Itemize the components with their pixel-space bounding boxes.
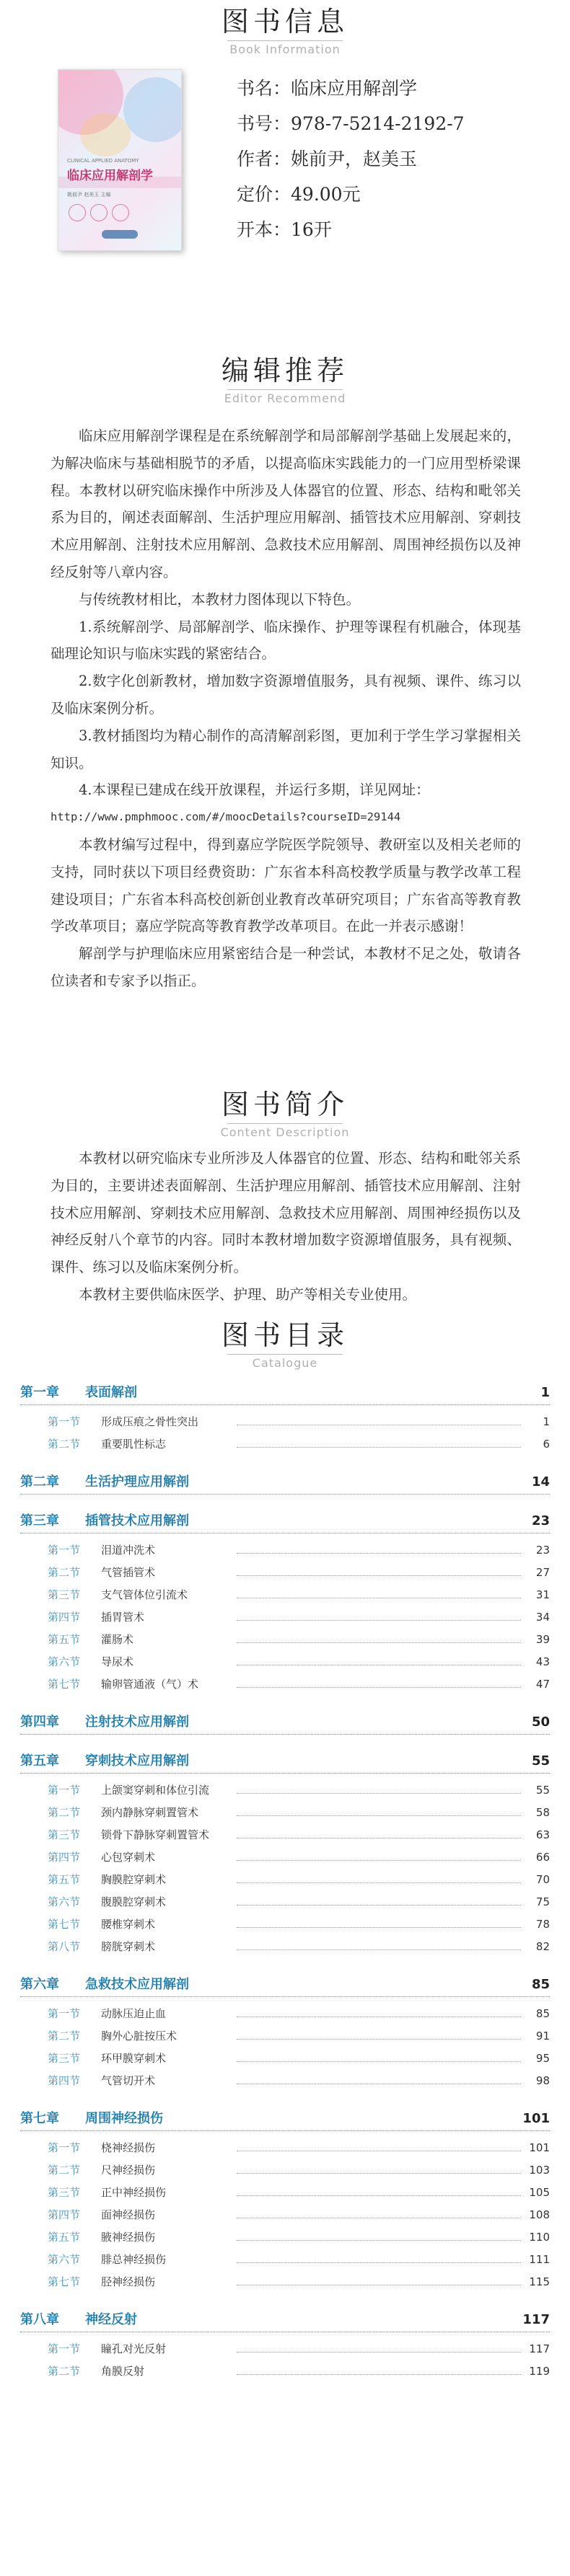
section-page: 31 bbox=[535, 1588, 550, 1601]
section-title: 胫神经损伤 bbox=[101, 2275, 156, 2288]
catalogue-header bbox=[0, 1319, 570, 1371]
section-number: 第一节 bbox=[48, 1544, 81, 1557]
section-number: 第五节 bbox=[48, 2231, 81, 2244]
paragraph: 解剖学与护理临床应用紧密结合是一种尝试，本教材不足之处，敬请各位读者和专家予以指正。 bbox=[51, 945, 521, 989]
section-page: 119 bbox=[529, 2365, 550, 2378]
chapter-title: 表面解剖 bbox=[85, 1385, 137, 1400]
section-number: 第四节 bbox=[48, 1851, 81, 1864]
toc-section[interactable] bbox=[20, 2182, 550, 2204]
section-title: 输卵管通液（气）术 bbox=[101, 1678, 199, 1691]
toc-chapter[interactable] bbox=[20, 2107, 550, 2131]
toc-section[interactable] bbox=[20, 1673, 550, 1696]
info-format: 开本：16开 bbox=[237, 219, 332, 240]
section-title: 角膜反射 bbox=[101, 2365, 145, 2378]
book-info-header bbox=[0, 6, 570, 57]
recommend-body bbox=[51, 422, 521, 995]
section-title: 腓总神经损伤 bbox=[101, 2253, 167, 2266]
catalogue-title: 图书目录 bbox=[221, 1319, 348, 1351]
section-page: 101 bbox=[529, 2141, 550, 2154]
leader-dots bbox=[237, 1927, 521, 1928]
toc-chapter[interactable] bbox=[20, 1973, 550, 1997]
chapter-page: 1 bbox=[540, 1385, 550, 1400]
section-page: 66 bbox=[535, 1851, 550, 1864]
toc-chapter[interactable] bbox=[20, 1470, 550, 1495]
chapter-number: 第八章 bbox=[20, 2312, 59, 2327]
section-number: 第二节 bbox=[48, 1566, 81, 1579]
organ-icon bbox=[112, 204, 129, 221]
toc-section[interactable] bbox=[20, 1539, 550, 1562]
leader-dots bbox=[237, 1642, 521, 1643]
toc-section[interactable] bbox=[20, 2070, 550, 2092]
section-page: 105 bbox=[529, 2186, 550, 2199]
paragraph: 本教材以研究临床专业所涉及人体器官的位置、形态、结构和毗邻关系为目的，主要讲述表面解剖、生活护理应用解剖、插管技术应用解剖、注射技术应用解剖、穿刺技术应用解剖、急救技术应用解剖、周围神经损伤以及神经反射八个章节的内容。同时本教材增加数字资源增值服务，具有视频、课件、练习以及临床案例分析。 bbox=[51, 1150, 521, 1276]
section-number: 第八节 bbox=[48, 1940, 81, 1953]
section-number: 第三节 bbox=[48, 2186, 81, 2199]
toc-section[interactable] bbox=[20, 2159, 550, 2182]
toc-section[interactable] bbox=[20, 1891, 550, 1913]
info-author: 作者：姚前尹，赵美玉 bbox=[237, 149, 418, 169]
toc-section[interactable] bbox=[20, 2025, 550, 2048]
info-price: 定价：49.00元 bbox=[237, 184, 361, 205]
section-page: 75 bbox=[535, 1895, 550, 1908]
chapter-number: 第四章 bbox=[20, 1714, 59, 1730]
section-number: 第六节 bbox=[48, 1895, 81, 1908]
toc-section[interactable] bbox=[20, 2338, 550, 2360]
book-info-title: 图书信息 bbox=[221, 6, 348, 37]
paragraph: 3.教材插图均为精心制作的高清解剖彩图，更加利于学生学习掌握相关知识。 bbox=[51, 727, 521, 771]
section-page: 1 bbox=[543, 1415, 550, 1428]
paragraph: 1.系统解剖学、局部解剖学、临床操作、护理等课程有机融合，体现基础理论知识与临床实践的紧密结合。 bbox=[51, 618, 521, 663]
section-title: 锁骨下静脉穿刺置管术 bbox=[101, 1828, 210, 1841]
paragraph: 2.数字化创新教材，增加数字资源增值服务，具有视频、课件、练习以及临床案例分析。 bbox=[51, 673, 521, 717]
toc-section[interactable] bbox=[20, 1433, 550, 1456]
book-cover-image bbox=[58, 69, 182, 251]
leader-dots bbox=[237, 1949, 521, 1950]
section-title: 环甲膜穿刺术 bbox=[101, 2052, 167, 2065]
chapter-page: 23 bbox=[531, 1513, 550, 1528]
section-page: 63 bbox=[535, 1828, 550, 1841]
section-title: 导尿术 bbox=[101, 1655, 134, 1668]
leader-dots bbox=[237, 1815, 521, 1816]
paragraph: 与传统教材相比，本教材力图体现以下特色。 bbox=[79, 590, 361, 608]
section-number: 第一节 bbox=[48, 1784, 81, 1797]
section-title: 胸外心脏按压术 bbox=[101, 2030, 177, 2042]
section-page: 34 bbox=[535, 1611, 550, 1624]
chapter-title: 插管技术应用解剖 bbox=[85, 1513, 189, 1528]
leader-dots bbox=[237, 1793, 521, 1794]
section-page: 55 bbox=[535, 1784, 550, 1797]
section-number: 第七节 bbox=[48, 1678, 81, 1691]
toc-section[interactable] bbox=[20, 1584, 550, 1606]
chapter-number: 第一章 bbox=[20, 1385, 59, 1400]
section-title: 瞳孔对光反射 bbox=[101, 2342, 167, 2355]
section-number: 第二节 bbox=[48, 2030, 81, 2042]
chapter-number: 第七章 bbox=[20, 2111, 59, 2126]
section-number: 第一节 bbox=[48, 1415, 81, 1428]
catalogue-subtitle: Catalogue bbox=[252, 1356, 318, 1370]
toc-section[interactable] bbox=[20, 1824, 550, 1846]
cover-authors: 姚前尹 赵美玉 主编 bbox=[67, 192, 111, 198]
section-number: 第二节 bbox=[48, 2365, 81, 2378]
toc-section[interactable] bbox=[20, 2226, 550, 2249]
chapter-title: 穿刺技术应用解剖 bbox=[85, 1753, 189, 1769]
section-page: 82 bbox=[535, 1940, 550, 1953]
section-title: 支气管体位引流术 bbox=[101, 1588, 188, 1601]
toc-chapter[interactable] bbox=[20, 1710, 550, 1735]
toc-chapter[interactable] bbox=[20, 1381, 550, 1405]
section-number: 第二节 bbox=[48, 1806, 81, 1819]
section-title: 腹膜腔穿刺术 bbox=[101, 1895, 167, 1908]
course-link[interactable]: http://www.pmphmooc.com/#/moocDetails?courseID=29144 bbox=[51, 810, 401, 824]
section-page: 91 bbox=[535, 2030, 550, 2042]
toc-chapter[interactable] bbox=[20, 1509, 550, 1533]
recommend-title: 编辑推荐 bbox=[221, 355, 348, 386]
section-number: 第四节 bbox=[48, 2074, 81, 2087]
section-page: 78 bbox=[535, 1918, 550, 1931]
section-title: 胸膜腔穿刺术 bbox=[101, 1873, 167, 1886]
toc-section[interactable] bbox=[20, 1779, 550, 1802]
section-title: 腋神经损伤 bbox=[101, 2231, 156, 2244]
toc-section[interactable] bbox=[20, 1562, 550, 1584]
section-page: 39 bbox=[535, 1633, 550, 1646]
section-title: 尺神经损伤 bbox=[101, 2164, 156, 2177]
section-page: 85 bbox=[535, 2007, 550, 2020]
intro-header bbox=[0, 1089, 570, 1140]
toc-chapter[interactable] bbox=[20, 1749, 550, 1774]
section-number: 第二节 bbox=[48, 2164, 81, 2177]
divider bbox=[227, 1123, 343, 1124]
cover-en-title: CLINICAL APPLIED ANATOMY bbox=[67, 158, 139, 164]
toc-section[interactable] bbox=[20, 1913, 550, 1936]
toc-section[interactable] bbox=[20, 1869, 550, 1891]
table-of-contents bbox=[20, 1381, 550, 2383]
section-number: 第三节 bbox=[48, 1828, 81, 1841]
chapter-page: 55 bbox=[531, 1753, 550, 1769]
organ-icon bbox=[69, 204, 86, 221]
section-title: 插胃管术 bbox=[101, 1611, 145, 1624]
section-title: 膀胱穿刺术 bbox=[101, 1940, 156, 1953]
intro-subtitle: Content Description bbox=[220, 1125, 350, 1139]
leader-dots bbox=[237, 2195, 521, 2196]
toc-section[interactable] bbox=[20, 2204, 550, 2226]
toc-section[interactable] bbox=[20, 2003, 550, 2025]
section-title: 颈内静脉穿刺置管术 bbox=[101, 1806, 199, 1819]
chapter-title: 急救技术应用解剖 bbox=[85, 1977, 189, 1992]
chapter-title: 注射技术应用解剖 bbox=[85, 1714, 189, 1730]
chapter-title: 神经反射 bbox=[85, 2312, 137, 2327]
section-title: 腰椎穿刺术 bbox=[101, 1918, 156, 1931]
info-title: 书名：临床应用解剖学 bbox=[237, 78, 418, 99]
section-page: 95 bbox=[535, 2052, 550, 2065]
section-page: 6 bbox=[543, 1438, 550, 1451]
leader-dots bbox=[237, 2240, 521, 2241]
section-page: 27 bbox=[535, 1566, 550, 1579]
leader-dots bbox=[237, 2039, 521, 2040]
intro-title: 图书简介 bbox=[221, 1089, 348, 1120]
book-info-subtitle: Book Information bbox=[229, 43, 341, 56]
toc-section[interactable] bbox=[20, 2249, 550, 2271]
publisher-logo bbox=[102, 230, 138, 239]
section-number: 第七节 bbox=[48, 1918, 81, 1931]
section-number: 第四节 bbox=[48, 1611, 81, 1624]
leader-dots bbox=[237, 1575, 521, 1576]
section-title: 形成压痕之骨性突出 bbox=[101, 1415, 199, 1428]
toc-section[interactable] bbox=[20, 1411, 550, 1433]
section-page: 103 bbox=[529, 2164, 550, 2177]
toc-section[interactable] bbox=[20, 2271, 550, 2293]
intro-body bbox=[51, 1145, 521, 1309]
section-number: 第六节 bbox=[48, 1655, 81, 1668]
chapter-page: 101 bbox=[522, 2111, 550, 2126]
recommend-header bbox=[0, 355, 570, 406]
paragraph: 4.本课程已建成在线开放课程，并运行多期，详见网址： bbox=[79, 782, 430, 799]
section-page: 43 bbox=[535, 1655, 550, 1668]
chapter-title: 周围神经损伤 bbox=[85, 2111, 163, 2126]
chapter-title: 生活护理应用解剖 bbox=[85, 1474, 189, 1490]
toc-section[interactable] bbox=[20, 1802, 550, 1824]
leader-dots bbox=[237, 2262, 521, 2263]
section-title: 面神经损伤 bbox=[101, 2208, 156, 2221]
leader-dots bbox=[237, 1860, 521, 1861]
section-page: 111 bbox=[529, 2253, 550, 2266]
toc-section[interactable] bbox=[20, 1606, 550, 1629]
toc-section[interactable] bbox=[20, 2048, 550, 2070]
leader-dots bbox=[237, 2173, 521, 2174]
chapter-page: 50 bbox=[531, 1714, 550, 1730]
chapter-number: 第五章 bbox=[20, 1753, 59, 1769]
chapter-page: 85 bbox=[531, 1977, 550, 1992]
section-number: 第三节 bbox=[48, 1588, 81, 1601]
section-number: 第二节 bbox=[48, 1438, 81, 1451]
section-title: 灌肠术 bbox=[101, 1633, 134, 1646]
section-number: 第一节 bbox=[48, 2342, 81, 2355]
section-number: 第一节 bbox=[48, 2007, 81, 2020]
section-title: 上颌窦穿刺和体位引流 bbox=[101, 1784, 210, 1797]
section-page: 110 bbox=[529, 2231, 550, 2244]
divider bbox=[227, 1354, 343, 1355]
section-title: 动脉压迫止血 bbox=[101, 2007, 167, 2020]
section-page: 117 bbox=[529, 2342, 550, 2355]
leader-dots bbox=[237, 1620, 521, 1621]
toc-section[interactable] bbox=[20, 2360, 550, 2383]
section-number: 第五节 bbox=[48, 1633, 81, 1646]
chapter-number: 第二章 bbox=[20, 1474, 59, 1490]
section-title: 正中神经损伤 bbox=[101, 2186, 167, 2199]
leader-dots bbox=[237, 2061, 521, 2062]
section-number: 第七节 bbox=[48, 2275, 81, 2288]
toc-section[interactable] bbox=[20, 1651, 550, 1673]
section-title: 重要肌性标志 bbox=[101, 1438, 167, 1451]
section-page: 115 bbox=[529, 2275, 550, 2288]
divider bbox=[227, 389, 343, 390]
toc-section[interactable] bbox=[20, 1846, 550, 1869]
section-page: 47 bbox=[535, 1678, 550, 1691]
chapter-page: 117 bbox=[522, 2312, 550, 2327]
section-title: 气管插管术 bbox=[101, 1566, 156, 1579]
section-number: 第六节 bbox=[48, 2253, 81, 2266]
section-number: 第五节 bbox=[48, 1873, 81, 1886]
section-number: 第四节 bbox=[48, 2208, 81, 2221]
leader-dots bbox=[237, 1553, 521, 1554]
leader-dots bbox=[237, 1447, 521, 1448]
section-page: 98 bbox=[535, 2074, 550, 2087]
chapter-number: 第六章 bbox=[20, 1977, 59, 1992]
toc-section[interactable] bbox=[20, 2137, 550, 2159]
paragraph: 临床应用解剖学课程是在系统解剖学和局部解剖学基础上发展起来的，为解决临床与基础相脱节的矛盾，以提高临床实践能力的一门应用型桥梁课程。本教材以研究临床操作中所涉及人体器官的位置、形态、结构和毗邻关系为目的，阐述表面解剖、生活护理应用解剖、插管技术应用解剖、穿刺技术应用解剖、注射技术应用解剖、急救技术应用解剖、周围神经损伤以及神经反射等八章内容。 bbox=[51, 428, 521, 580]
divider bbox=[227, 40, 343, 41]
section-number: 第一节 bbox=[48, 2141, 81, 2154]
paragraph: 本教材主要供临床医学、护理、助产等相关专业使用。 bbox=[79, 1285, 417, 1303]
section-page: 70 bbox=[535, 1873, 550, 1886]
toc-section[interactable] bbox=[20, 1629, 550, 1651]
section-number: 第三节 bbox=[48, 2052, 81, 2065]
section-title: 气管切开术 bbox=[101, 2074, 156, 2087]
section-page: 108 bbox=[529, 2208, 550, 2221]
section-page: 23 bbox=[535, 1544, 550, 1557]
paragraph: 本教材编写过程中，得到嘉应学院医学院领导、教研室以及相关老师的支持，同时获以下项目经费资助：广东省本科高校教学质量与教学改革工程建设项目；广东省本科高校创新创业教育改革研究项目；广东省高等教育教学改革项目；嘉应学院高等教育教学改革项目。在此一并表示感谢！ bbox=[51, 836, 521, 935]
section-title: 桡神经损伤 bbox=[101, 2141, 156, 2154]
organ-icon bbox=[90, 204, 108, 221]
toc-section[interactable] bbox=[20, 1936, 550, 1958]
leader-dots bbox=[237, 1905, 521, 1906]
chapter-number: 第三章 bbox=[20, 1513, 59, 1528]
toc-chapter[interactable] bbox=[20, 2308, 550, 2332]
section-title: 泪道冲洗术 bbox=[101, 1544, 156, 1557]
leader-dots bbox=[237, 1687, 521, 1688]
section-page: 58 bbox=[535, 1806, 550, 1819]
leader-dots bbox=[237, 2352, 521, 2353]
recommend-subtitle: Editor Recommend bbox=[224, 391, 346, 405]
cover-title: 临床应用解剖学 bbox=[67, 169, 153, 183]
leader-dots bbox=[237, 1882, 521, 1883]
section-title: 心包穿刺术 bbox=[101, 1851, 156, 1864]
info-isbn: 书号：978-7-5214-2192-7 bbox=[237, 113, 465, 134]
chapter-page: 14 bbox=[531, 1474, 550, 1490]
leader-dots bbox=[237, 2374, 521, 2375]
